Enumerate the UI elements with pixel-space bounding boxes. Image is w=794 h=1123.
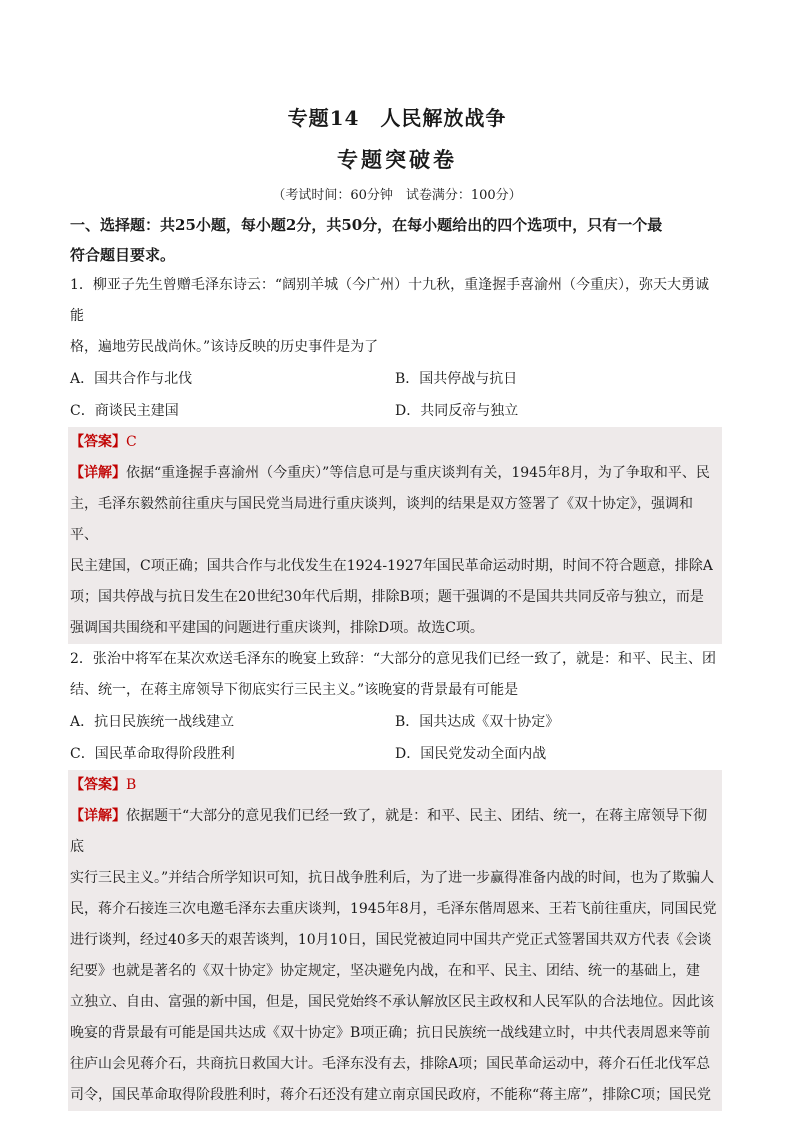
detail-text: 纪要》也就是著名的《双十协定》协定规定，坚决避免内战，在和平、民主、团结、统一的基础上，建 xyxy=(70,963,700,979)
option-d: D．共同反帝与独立 xyxy=(395,403,519,419)
detail-text: 依据题干“大部分的意见我们已经一致了，就是：和平、民主、团结、统一，在蒋主席领导下彻底 xyxy=(70,808,708,855)
detail-text: 主，毛泽东毅然前往重庆与国民党当局进行重庆谈判，谈判的结果是双方签署了《双十协定》，强调和平、 xyxy=(70,496,693,543)
answer-line xyxy=(70,770,720,801)
answer-value: C xyxy=(126,434,137,450)
question-options xyxy=(70,363,720,427)
answer-line xyxy=(70,427,720,458)
detail-tag: 【详解】 xyxy=(70,465,126,481)
question-options xyxy=(70,706,720,770)
question-2 xyxy=(70,644,720,1111)
section-heading-line: 符合题目要求。 xyxy=(70,246,176,264)
detail-text: 往庐山会见蒋介石，共商抗日救国大计。毛泽东没有去，排除A项；国民革命运动中，蒋介石任北伐军总 xyxy=(70,1056,711,1072)
document-subtitle: 专题突破卷 xyxy=(337,147,457,172)
question-stem-line: 2．张治中将军在某次欢送毛泽东的晚宴上致辞：“大部分的意见我们已经一致了，就是：和平、民主、团 xyxy=(70,651,717,667)
detail-tag: 【详解】 xyxy=(70,808,126,824)
option-c: C．商谈民主建国 xyxy=(70,403,179,419)
question-stem-line: 格，遍地劳民战尚休。”该诗反映的历史事件是为了 xyxy=(70,339,379,355)
answer-block xyxy=(68,427,722,644)
detail-text: 民主建国，C项正确；国共合作与北伐发生在1924-1927年国民革命运动时期，时间不符合题意，排除A xyxy=(70,558,713,574)
option-b: B．国共停战与抗日 xyxy=(395,371,518,387)
question-1 xyxy=(70,270,720,644)
question-stem-line: 结、统一，在蒋主席领导下彻底实行三民主义。”该晚宴的背景最有可能是 xyxy=(70,682,519,698)
answer-tag: 【答案】 xyxy=(70,434,126,450)
detail-text: 晚宴的背景最有可能是国共达成《双十协定》B项正确；抗日民族统一战线建立时，中共代表周恩来等前 xyxy=(70,1025,711,1041)
option-d: D．国民党发动全面内战 xyxy=(395,746,547,762)
document-title: 专题14 人民解放战争 xyxy=(287,106,507,130)
detail-text: 进行谈判，经过40多天的艰苦谈判，10月10日，国民党被迫同中国共产党正式签署国共双方代表《会谈 xyxy=(70,932,712,948)
detail-line xyxy=(70,458,720,489)
section-heading xyxy=(70,210,720,270)
detail-text: 司令，国民革命取得阶段胜利时，蒋介石还没有建立南京国民政府，不能称“蒋主席”，排除C项；国民党 xyxy=(70,1087,712,1103)
detail-text: 实行三民主义。”并结合所学知识可知，抗日战争胜利后，为了进一步赢得准备内战的时间，也为了欺骗人 xyxy=(70,870,715,886)
detail-text: 民，蒋介石接连三次电邀毛泽东去重庆谈判，1945年8月，毛泽东偕周恩来、王若飞前往重庆，同国民党 xyxy=(70,901,717,917)
option-c: C．国民革命取得阶段胜利 xyxy=(70,746,235,762)
option-a: A．抗日民族统一战线建立 xyxy=(70,714,235,730)
detail-line xyxy=(70,801,720,863)
detail-text: 立独立、自由、富强的新中国，但是，国民党始终不承认解放区民主政权和人民军队的合法地位。因此该 xyxy=(70,994,714,1010)
question-stem-line: 1．柳亚子先生曾赠毛泽东诗云：“阔别羊城（今广州）十九秋，重逢握手喜渝州（今重庆），弥天大勇诚能 xyxy=(70,277,710,324)
exam-info: （考试时间：60分钟 试卷满分：100分） xyxy=(272,188,522,203)
detail-text: 强调国共围绕和平建国的问题进行重庆谈判，排除D项。故选C项。 xyxy=(70,620,484,636)
section-heading-line: 一、选择题：共25小题，每小题2分，共50分，在每小题给出的四个选项中，只有一个最 xyxy=(70,216,663,234)
detail-text: 依据“重逢握手喜渝州（今重庆）”等信息可是与重庆谈判有关，1945年8月，为了争取和平、民 xyxy=(126,465,710,481)
answer-tag: 【答案】 xyxy=(70,777,126,793)
option-a: A．国共合作与北伐 xyxy=(70,371,193,387)
option-b: B．国共达成《双十协定》 xyxy=(395,714,560,730)
content-body xyxy=(70,210,720,1111)
answer-value: B xyxy=(126,777,137,793)
answer-block xyxy=(68,770,722,1111)
detail-text: 项；国共停战与抗日发生在20世纪30年代后期，排除B项；题干强调的不是国共共同反帝与独立，而是 xyxy=(70,589,704,605)
